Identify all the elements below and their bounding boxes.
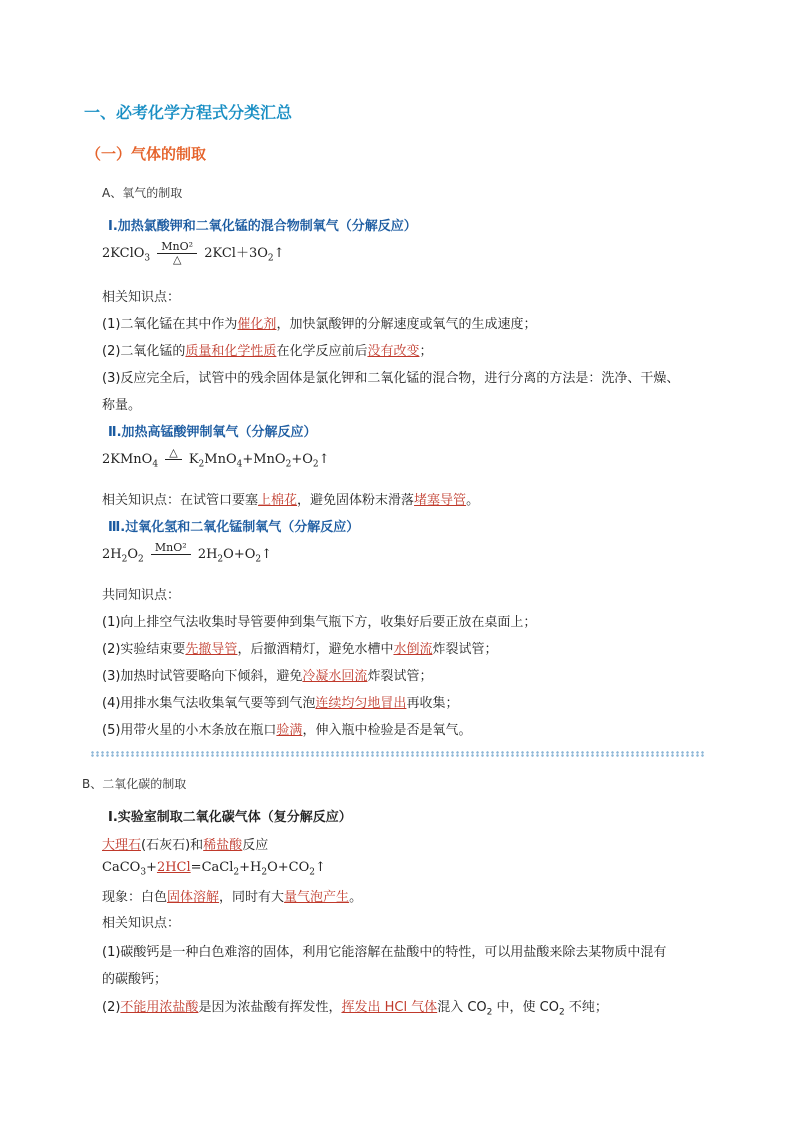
co2-knowledge-2: (2)不能用浓盐酸是因为浓盐酸有挥发性，挥发出 HCl 气体混入 $CO_2$ 中，使 $CO_2$ 不纯； (102, 1000, 608, 1018)
section-title: （一）气体的制取 (86, 145, 207, 163)
common-point-5: (5)用带火星的小木条放在瓶口验满，伸入瓶中检验是否是氧气。 (102, 723, 472, 738)
oxygen-title: A、氧气的制取 (102, 186, 183, 200)
knowledge-point-3-cont: 称量。 (102, 398, 142, 413)
co2-title: B、二氧化碳的制取 (82, 777, 187, 791)
common-label: 共同知识点： (102, 588, 181, 603)
section-divider (90, 751, 704, 757)
co2-method1-title: Ⅰ.实验室制取二氧化碳气体（复分解反应） (108, 810, 352, 825)
reaction-condition: $\frac{\text{MnO²}}{\triangle}$ (157, 241, 197, 266)
method2-title: Ⅱ.加热高锰酸钾制氧气（分解反应） (108, 425, 317, 440)
method1-equation: 2KClO$_3$ $\frac{\text{MnO²}}{\triangle}$ $2KCl+3O_2↑$ (102, 240, 285, 266)
reaction-condition: MnO² (151, 542, 191, 567)
knowledge-label: 相关知识点： (102, 290, 181, 305)
co2-knowledge-1: (1)碳酸钙是一种白色难溶的固体，利用它能溶解在盐酸中的特性，可以用盐酸来除去某物质中混有 (102, 945, 667, 960)
common-point-4: (4)用排水集气法收集氧气要等到气泡连续均匀地冒出再收集； (102, 696, 459, 711)
page-heading: 一、必考化学方程式分类汇总 (84, 103, 293, 122)
method1-title: Ⅰ.加热氯酸钾和二氧化锰的混合物制氧气（分解反应） (108, 219, 417, 234)
method2-equation: 2KMnO$_4$ △ $K_2MnO_4+MnO_2+O_2↑$ (102, 447, 330, 472)
knowledge-point-3: (3)反应完全后，试管中的残余固体是氯化钾和二氧化锰的混合物，进行分离的方法是：洗净、干燥、 (102, 371, 680, 386)
co2-reactants: 大理石(石灰石)和稀盐酸反应 (102, 838, 269, 853)
co2-phenomenon: 现象：白色固体溶解，同时有大量气泡产生。 (102, 890, 363, 905)
reaction-condition: △ (165, 447, 181, 472)
method2-knowledge: 相关知识点：在试管口要塞上棉花，避免固体粉末滑落堵塞导管。 (102, 493, 480, 508)
knowledge-point-2: (2)二氧化锰的质量和化学性质在化学反应前后没有改变； (102, 344, 433, 359)
common-point-1: (1)向上排空气法收集时导管要伸到集气瓶下方，收集好后要正放在桌面上； (102, 615, 537, 630)
co2-knowledge-label: 相关知识点： (102, 916, 181, 931)
co2-equation: $CaCO_3+2HCl=CaCl_2+H_2O+CO_2↑$ (102, 860, 326, 878)
common-point-2: (2)实验结束要先撤导管，后撤酒精灯，避免水槽中水倒流炸裂试管； (102, 642, 498, 657)
method3-equation: $2H_2O_2$ MnO² $2H_2O+O_2↑$ (102, 542, 272, 567)
knowledge-point-1: (1)二氧化锰在其中作为催化剂，加快氯酸钾的分解速度或氧气的生成速度； (102, 317, 537, 332)
co2-knowledge-1-cont: 的碳酸钙； (102, 972, 168, 987)
common-point-3: (3)加热时试管要略向下倾斜，避免冷凝水回流炸裂试管； (102, 669, 433, 684)
method3-title: Ⅲ.过氧化氢和二氧化锰制氧气（分解反应） (108, 520, 360, 535)
